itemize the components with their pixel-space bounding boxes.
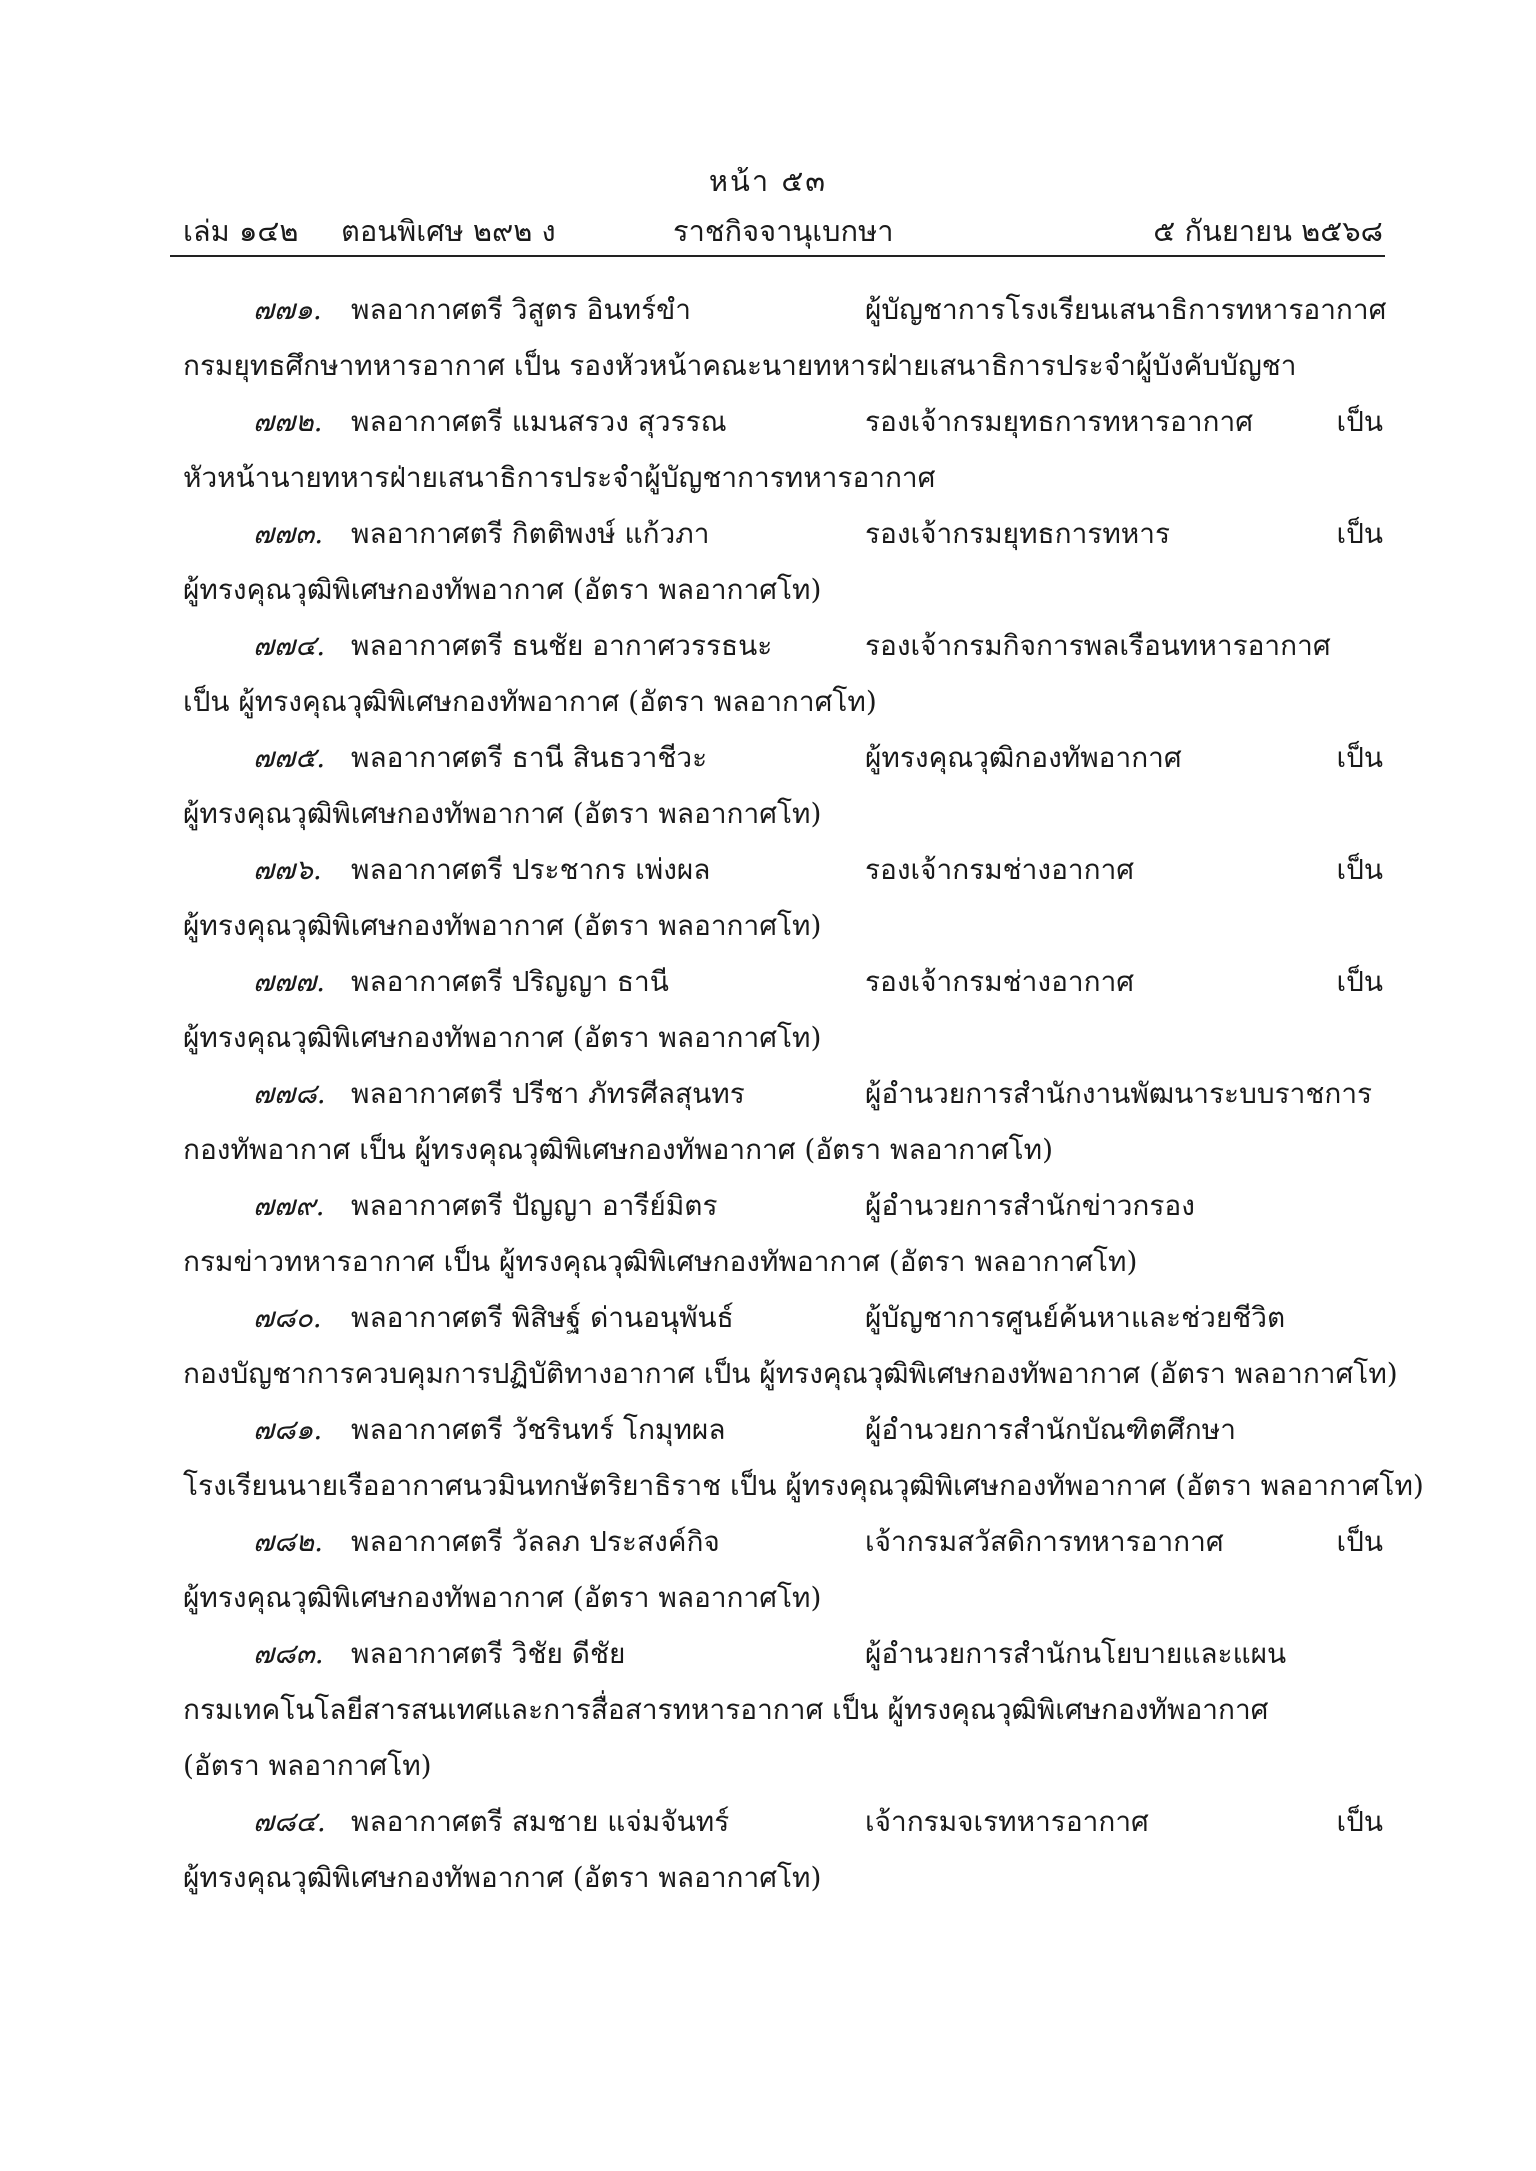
appointment-entry — [183, 506, 1383, 618]
officer-name: พลอากาศตรี วิชัย ดีชัย — [351, 1637, 626, 1670]
entry-first-line — [183, 1290, 1383, 1346]
entry-continuation-line: โรงเรียนนายเรืออากาศนวมินทกษัตริยาธิราช เป็น ผู้ทรงคุณวุฒิพิเศษกองทัพอากาศ (อัตรา พลอากาศโท) — [183, 1469, 1424, 1502]
entry-continuation-line: กองทัพอากาศ เป็น ผู้ทรงคุณวุฒิพิเศษกองทัพอากาศ (อัตรา พลอากาศโท) — [183, 1133, 1054, 1166]
officer-name: พลอากาศตรี กิตติพงษ์ แก้วภา — [351, 517, 710, 550]
entry-first-line — [183, 954, 1383, 1010]
appointment-entry — [183, 1626, 1383, 1794]
entry-number: ๗๗๙. — [253, 1189, 325, 1222]
officer-name: พลอากาศตรี แมนสรวง สุวรรณ — [351, 405, 727, 438]
officer-name: พลอากาศตรี วัชรินทร์ โกมุทผล — [351, 1413, 726, 1446]
officer-name: พลอากาศตรี ธนชัย อากาศวรรธนะ — [351, 629, 773, 662]
appointment-entry — [183, 1514, 1383, 1626]
appointment-entry — [183, 1402, 1424, 1514]
gazette-header — [183, 208, 1383, 252]
current-position: รองเจ้ากรมช่างอากาศ เป็น — [865, 853, 1383, 886]
current-position: รองเจ้ากรมยุทธการทหาร เป็น — [865, 517, 1383, 550]
current-position: ผู้อำนวยการสำนักข่าวกรอง — [865, 1189, 1195, 1222]
entry-first-line — [183, 1066, 1383, 1122]
entry-number: ๗๗๕. — [253, 741, 326, 774]
current-position: รองเจ้ากรมช่างอากาศ เป็น — [865, 965, 1383, 998]
entry-first-line — [183, 1794, 1383, 1850]
officer-name: พลอากาศตรี สมชาย แจ่มจันทร์ — [351, 1805, 730, 1838]
appointment-entry — [183, 954, 1383, 1066]
current-position: ผู้ทรงคุณวุฒิกองทัพอากาศ เป็น — [865, 741, 1383, 774]
entry-number: ๗๗๒. — [253, 405, 323, 438]
entry-continuation-line: กองบัญชาการควบคุมการปฏิบัติทางอากาศ เป็น ผู้ทรงคุณวุฒิพิเศษกองทัพอากาศ (อัตรา พลอากาศโท) — [183, 1357, 1398, 1390]
current-position: รองเจ้ากรมยุทธการทหารอากาศ เป็น — [865, 405, 1383, 438]
current-position: ผู้บัญชาการศูนย์ค้นหาและช่วยชีวิต — [865, 1301, 1286, 1334]
current-position: ผู้อำนวยการสำนักบัณฑิตศึกษา — [865, 1413, 1236, 1446]
entry-first-line — [183, 1402, 1383, 1458]
officer-name: พลอากาศตรี ประชากร เพ่งผล — [351, 853, 711, 886]
entry-number: ๗๗๔. — [253, 629, 326, 662]
entry-first-line — [183, 1626, 1383, 1682]
entry-continuation-line: ผู้ทรงคุณวุฒิพิเศษกองทัพอากาศ (อัตรา พลอากาศโท) — [183, 909, 822, 942]
page-number: หน้า ๕๓ — [708, 164, 828, 198]
volume-label: เล่ม ๑๔๒ — [183, 214, 299, 248]
publication-title: ราชกิจจานุเบกษา — [673, 214, 894, 248]
officer-name: พลอากาศตรี ปัญญา อารีย์มิตร — [351, 1189, 718, 1222]
entry-number: ๗๗๓. — [253, 517, 324, 550]
appointment-entry — [183, 394, 1383, 506]
appointment-entry — [183, 1178, 1383, 1290]
officer-name: พลอากาศตรี ปริญญา ธานี — [351, 965, 669, 998]
appointment-list — [183, 282, 1424, 1906]
entry-first-line — [183, 282, 1387, 338]
appointment-entry — [183, 618, 1383, 730]
entry-first-line — [183, 1178, 1383, 1234]
entry-number: ๗๗๖. — [253, 853, 322, 886]
publication-date: ๕ กันยายน ๒๕๖๘ — [1153, 214, 1383, 248]
entry-continuation-line: กรมข่าวทหารอากาศ เป็น ผู้ทรงคุณวุฒิพิเศษกองทัพอากาศ (อัตรา พลอากาศโท) — [183, 1245, 1138, 1278]
current-position: ผู้อำนวยการสำนักงานพัฒนาระบบราชการ — [865, 1077, 1373, 1110]
appointment-entry — [183, 1794, 1383, 1906]
entry-number: ๗๘๔. — [253, 1805, 326, 1838]
appointment-entry — [183, 1290, 1398, 1402]
entry-continuation-line: ผู้ทรงคุณวุฒิพิเศษกองทัพอากาศ (อัตรา พลอากาศโท) — [183, 1581, 822, 1614]
appointment-entry — [183, 282, 1387, 394]
entry-number: ๗๘๒. — [253, 1525, 324, 1558]
officer-name: พลอากาศตรี วัลลภ ประสงค์กิจ — [351, 1525, 720, 1558]
entry-first-line — [183, 394, 1383, 450]
entry-continuation-line: ผู้ทรงคุณวุฒิพิเศษกองทัพอากาศ (อัตรา พลอากาศโท) — [183, 573, 822, 606]
entry-continuation-line: เป็น ผู้ทรงคุณวุฒิพิเศษกองทัพอากาศ (อัตรา พลอากาศโท) — [183, 685, 877, 718]
current-position: เจ้ากรมจเรทหารอากาศ เป็น — [865, 1805, 1383, 1838]
officer-name: พลอากาศตรี พิสิษฐ์ ด่านอนุพันธ์ — [351, 1301, 734, 1334]
current-position: เจ้ากรมสวัสดิการทหารอากาศ เป็น — [865, 1525, 1383, 1558]
entry-continuation-line: ผู้ทรงคุณวุฒิพิเศษกองทัพอากาศ (อัตรา พลอากาศโท) — [183, 1861, 822, 1894]
header-divider — [170, 255, 1385, 257]
entry-number: ๗๘๐. — [253, 1301, 322, 1334]
entry-number: ๗๘๓. — [253, 1637, 324, 1670]
entry-continuation-line: ผู้ทรงคุณวุฒิพิเศษกองทัพอากาศ (อัตรา พลอากาศโท) — [183, 797, 822, 830]
entry-first-line — [183, 506, 1383, 562]
officer-name: พลอากาศตรี วิสูตร อินทร์ขำ — [351, 293, 691, 326]
entry-continuation-line: (อัตรา พลอากาศโท) — [183, 1749, 432, 1782]
entry-first-line — [183, 1514, 1383, 1570]
current-position: ผู้อำนวยการสำนักนโยบายและแผน — [865, 1637, 1287, 1670]
current-position: ผู้บัญชาการโรงเรียนเสนาธิการทหารอากาศ — [865, 293, 1387, 326]
entry-number: ๗๗๗. — [253, 965, 326, 998]
entry-number: ๗๘๑. — [253, 1413, 323, 1446]
section-label: ตอนพิเศษ ๒๙๒ ง — [341, 214, 556, 248]
entry-first-line — [183, 730, 1383, 786]
current-position: รองเจ้ากรมกิจการพลเรือนทหารอากาศ — [865, 629, 1331, 662]
entry-continuation-line: หัวหน้านายทหารฝ่ายเสนาธิการประจำผู้บัญชาการทหารอากาศ — [183, 461, 936, 494]
entry-continuation-line: ผู้ทรงคุณวุฒิพิเศษกองทัพอากาศ (อัตรา พลอากาศโท) — [183, 1021, 822, 1054]
appointment-entry — [183, 1066, 1383, 1178]
officer-name: พลอากาศตรี ธานี สินธวาชีวะ — [351, 741, 708, 774]
entry-continuation-line: กรมยุทธศึกษาทหารอากาศ เป็น รองหัวหน้าคณะนายทหารฝ่ายเสนาธิการประจำผู้บังคับบัญชา — [183, 349, 1297, 382]
entry-number: ๗๗๘. — [253, 1077, 326, 1110]
entry-continuation-line: กรมเทคโนโลยีสารสนเทศและการสื่อสารทหารอากาศ เป็น ผู้ทรงคุณวุฒิพิเศษกองทัพอากาศ — [183, 1693, 1269, 1726]
entry-number: ๗๗๑. — [253, 293, 322, 326]
entry-first-line — [183, 618, 1383, 674]
appointment-entry — [183, 730, 1383, 842]
appointment-entry — [183, 842, 1383, 954]
entry-first-line — [183, 842, 1383, 898]
officer-name: พลอากาศตรี ปรีชา ภัทรศีลสุนทร — [351, 1077, 745, 1110]
